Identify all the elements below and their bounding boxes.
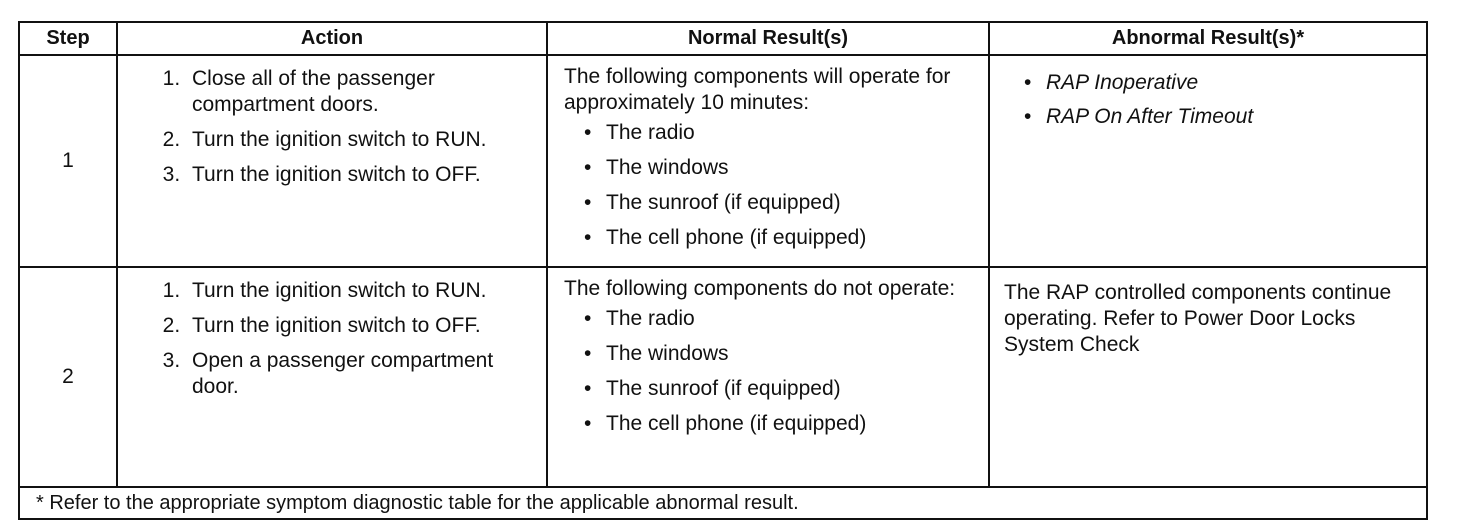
component-item: • The sunroof (if equipped) xyxy=(584,376,982,402)
abnormal-result-list xyxy=(990,56,1426,130)
abnormal-result-cell xyxy=(989,55,1427,267)
component-item: • The radio xyxy=(584,306,982,332)
action-item: 3. Turn the ignition switch to OFF. xyxy=(186,162,536,188)
header-step: Step xyxy=(19,22,117,55)
action-item: 2. Turn the ignition switch to RUN. xyxy=(186,127,536,153)
header-action: Action xyxy=(117,22,547,55)
action-list xyxy=(118,56,546,203)
component-item: • The windows xyxy=(584,341,982,367)
action-item: 1. Close all of the passenger compartment doors. xyxy=(186,66,536,118)
footnote-row xyxy=(19,487,1427,519)
action-item: 3. Open a passenger compartment door. xyxy=(186,348,536,400)
abnormal-result-cell xyxy=(989,267,1427,487)
table-row xyxy=(19,267,1427,487)
step-number: 2 xyxy=(19,267,117,487)
header-normal-results: Normal Result(s) xyxy=(547,22,989,55)
normal-result-cell xyxy=(547,55,989,267)
abnormal-result-item: • RAP On After Timeout xyxy=(1024,104,1426,130)
component-item: • The cell phone (if equipped) xyxy=(584,411,982,437)
normal-result-cell xyxy=(547,267,989,487)
component-item: • The radio xyxy=(584,120,982,146)
step-number: 1 xyxy=(19,55,117,267)
normal-result-intro: The following components do not operate: xyxy=(564,277,956,300)
component-list xyxy=(564,306,982,437)
action-cell xyxy=(117,267,547,487)
header-row xyxy=(19,22,1427,55)
action-item: 2. Turn the ignition switch to OFF. xyxy=(186,313,536,339)
component-list xyxy=(564,120,982,251)
action-item: 1. Turn the ignition switch to RUN. xyxy=(186,278,536,304)
abnormal-result-item: • RAP Inoperative xyxy=(1024,70,1426,96)
table-row xyxy=(19,55,1427,267)
action-list xyxy=(118,268,546,415)
component-item: • The windows xyxy=(584,155,982,181)
diagnostic-table xyxy=(18,21,1428,520)
normal-result-intro: The following components will operate for approximately 10 minutes: xyxy=(564,65,951,114)
component-item: • The sunroof (if equipped) xyxy=(584,190,982,216)
action-cell xyxy=(117,55,547,267)
footnote: * Refer to the appropriate symptom diagnostic table for the applicable abnormal result. xyxy=(19,487,1427,519)
abnormal-result-text: The RAP controlled components continue operating. Refer to Power Door Locks System Check xyxy=(1004,281,1392,356)
header-abnormal-results: Abnormal Result(s)* xyxy=(989,22,1427,55)
component-item: • The cell phone (if equipped) xyxy=(584,225,982,251)
